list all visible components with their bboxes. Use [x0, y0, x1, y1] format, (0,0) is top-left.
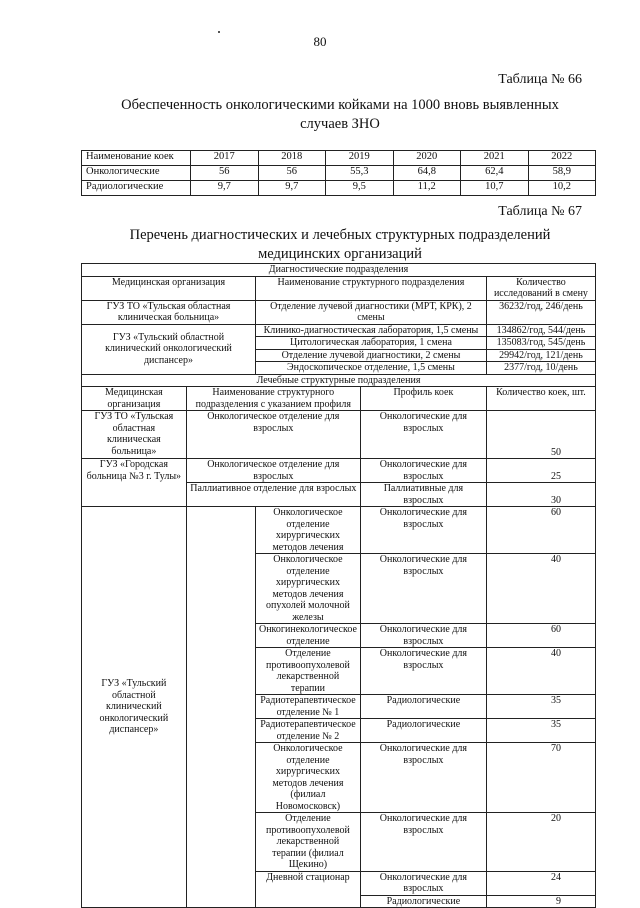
- table-cell: 56: [258, 166, 326, 181]
- header-cell: 2020: [393, 151, 461, 166]
- table-66-title: [90, 96, 590, 134]
- beds-cell: 24: [486, 871, 595, 895]
- table-row: [82, 300, 596, 324]
- header-cell: Наименование структурного подразделения: [255, 276, 486, 300]
- table-67-title: [90, 226, 590, 264]
- org-cell: ГУЗ ТО «Тульская областная клиническая больница»: [82, 411, 187, 459]
- beds-cell: 60: [486, 624, 595, 648]
- scan-speck: [218, 31, 220, 33]
- section-row-diagnostic: [82, 264, 596, 277]
- table-row: [82, 459, 596, 483]
- header-cell: Профиль коек: [360, 387, 486, 411]
- unit-cell: Дневной стационар: [255, 871, 360, 908]
- org-cell: ГУЗ «Тульский областной клинический онкологический диспансер»: [82, 507, 187, 908]
- table-cell: Радиологические: [82, 181, 191, 196]
- table-row: [82, 166, 596, 181]
- table-cell: 55,3: [326, 166, 394, 181]
- table-cell: 10,2: [528, 181, 596, 196]
- table-cell: 9,7: [258, 181, 326, 196]
- profile-cell: Паллиативные для взрослых: [360, 483, 486, 507]
- beds-cell: 60: [486, 507, 595, 554]
- header-cell: Наименование коек: [82, 151, 191, 166]
- beds-cell: 50: [486, 411, 595, 459]
- unit-cell: Отделение лучевой диагностики (МРТ, КРК), 2 смены: [255, 300, 486, 324]
- unit-cell: Эндоскопическое отделение, 1,5 смены: [255, 362, 486, 375]
- table-66-header-row: [82, 151, 596, 166]
- org-cell: ГУЗ «Тульский областной клинический онкологический диспансер»: [82, 324, 256, 374]
- header-cell: Количество исследований в смену: [486, 276, 595, 300]
- header-cell: 2019: [326, 151, 394, 166]
- section-row-treatment: [82, 374, 596, 387]
- header-cell: 2022: [528, 151, 596, 166]
- table-cell: 58,9: [528, 166, 596, 181]
- header-cell: Наименование структурного подразделения с указанием профиля: [186, 387, 360, 411]
- count-cell: 29942/год, 121/день: [486, 349, 595, 362]
- profile-cell: Радиологические: [360, 695, 486, 719]
- header-cell: 2018: [258, 151, 326, 166]
- section-title: Лечебные структурные подразделения: [82, 374, 596, 387]
- unit-cell: Радиотерапевтическое отделение № 1: [255, 695, 360, 719]
- table-67-title-line1: Перечень диагностических и лечебных структурных подразделений: [129, 227, 551, 243]
- table-66-title-line2: случаев ЗНО: [300, 116, 380, 132]
- profile-cell: Радиологические: [360, 895, 486, 908]
- table-cell: 56: [191, 166, 259, 181]
- beds-cell: 40: [486, 554, 595, 624]
- org-cell: ГУЗ ТО «Тульская областная клиническая больница»: [82, 300, 256, 324]
- header-cell: Медицинская организация: [82, 276, 256, 300]
- count-cell: 135083/год, 545/день: [486, 337, 595, 350]
- table-row: [82, 507, 596, 554]
- table-cell: 64,8: [393, 166, 461, 181]
- beds-cell: 30: [486, 483, 595, 507]
- profile-cell: Онкологические для взрослых: [360, 507, 486, 554]
- beds-cell: 35: [486, 695, 595, 719]
- header-cell: 2021: [461, 151, 529, 166]
- profile-cell: Онкологические для взрослых: [360, 871, 486, 895]
- table-row: [82, 411, 596, 459]
- unit-cell: Онкогинекологическое отделение: [255, 624, 360, 648]
- unit-cell: Отделение противоопухолевой лекарственной терапии (филиал Щекино): [255, 813, 360, 872]
- table-cell: Онкологические: [82, 166, 191, 181]
- unit-cell: Онкологическое отделение хирургических методов лечения: [255, 507, 360, 554]
- count-cell: 134862/год, 544/день: [486, 324, 595, 337]
- profile-cell: Онкологические для взрослых: [360, 411, 486, 459]
- header-cell: Количество коек, шт.: [486, 387, 595, 411]
- profile-cell: Онкологические для взрослых: [360, 648, 486, 695]
- unit-cell: Онкологическое отделение хирургических методов лечения (филиал Новомосковск): [255, 743, 360, 813]
- profile-cell: Онкологические для взрослых: [360, 813, 486, 872]
- profile-cell: Онкологические для взрослых: [360, 624, 486, 648]
- table-cell: 10,7: [461, 181, 529, 196]
- beds-cell: 35: [486, 719, 595, 743]
- unit-cell: Отделение лучевой диагностики, 2 смены: [255, 349, 486, 362]
- header-cell: 2017: [191, 151, 259, 166]
- table-66-title-line1: Обеспеченность онкологическими койками на 1000 вновь выявленных: [121, 97, 559, 113]
- org-cell: ГУЗ «Городская больница №3 г. Тулы»: [82, 459, 187, 507]
- table-67: [81, 263, 596, 908]
- unit-cell: Радиотерапевтическое отделение № 2: [255, 719, 360, 743]
- beds-cell: 40: [486, 648, 595, 695]
- beds-cell: 20: [486, 813, 595, 872]
- table-cell: 9,7: [191, 181, 259, 196]
- unit-cell: Онкологическое отделение для взрослых: [186, 411, 360, 459]
- section-title: Диагностические подразделения: [82, 264, 596, 277]
- table-66-caption: Таблица № 66: [498, 72, 582, 87]
- profile-cell: Радиологические: [360, 719, 486, 743]
- unit-cell: Паллиативное отделение для взрослых: [186, 483, 360, 507]
- count-cell: 36232/год, 246/день: [486, 300, 595, 324]
- table-66: [81, 150, 596, 196]
- table-cell: 62,4: [461, 166, 529, 181]
- unit-cell: Онкологическое отделение хирургических методов лечения опухолей молочной железы: [255, 554, 360, 624]
- unit-cell: Клинико-диагностическая лаборатория, 1,5 смены: [255, 324, 486, 337]
- profile-cell: Онкологические для взрослых: [360, 459, 486, 483]
- diag-header-row: [82, 276, 596, 300]
- count-cell: 2377/год, 10/день: [486, 362, 595, 375]
- table-row: [82, 324, 596, 337]
- table-cell: 9,5: [326, 181, 394, 196]
- table-67-caption: Таблица № 67: [498, 204, 582, 219]
- table-cell: 11,2: [393, 181, 461, 196]
- beds-cell: 9: [486, 895, 595, 908]
- beds-cell: 25: [486, 459, 595, 483]
- treat-header-row: [82, 387, 596, 411]
- table-67-title-line2: медицинских организаций: [258, 246, 422, 262]
- unit-cell: Цитологическая лаборатория, 1 смена: [255, 337, 486, 350]
- unit-cell: Онкологическое отделение для взрослых: [186, 459, 360, 483]
- page-number: 80: [313, 34, 327, 49]
- profile-cell: Онкологические для взрослых: [360, 554, 486, 624]
- table-row: [82, 181, 596, 196]
- empty-cell: [186, 507, 255, 908]
- profile-cell: Онкологические для взрослых: [360, 743, 486, 813]
- header-cell: Медицинская организация: [82, 387, 187, 411]
- beds-cell: 70: [486, 743, 595, 813]
- unit-cell: Отделение противоопухолевой лекарственной терапии: [255, 648, 360, 695]
